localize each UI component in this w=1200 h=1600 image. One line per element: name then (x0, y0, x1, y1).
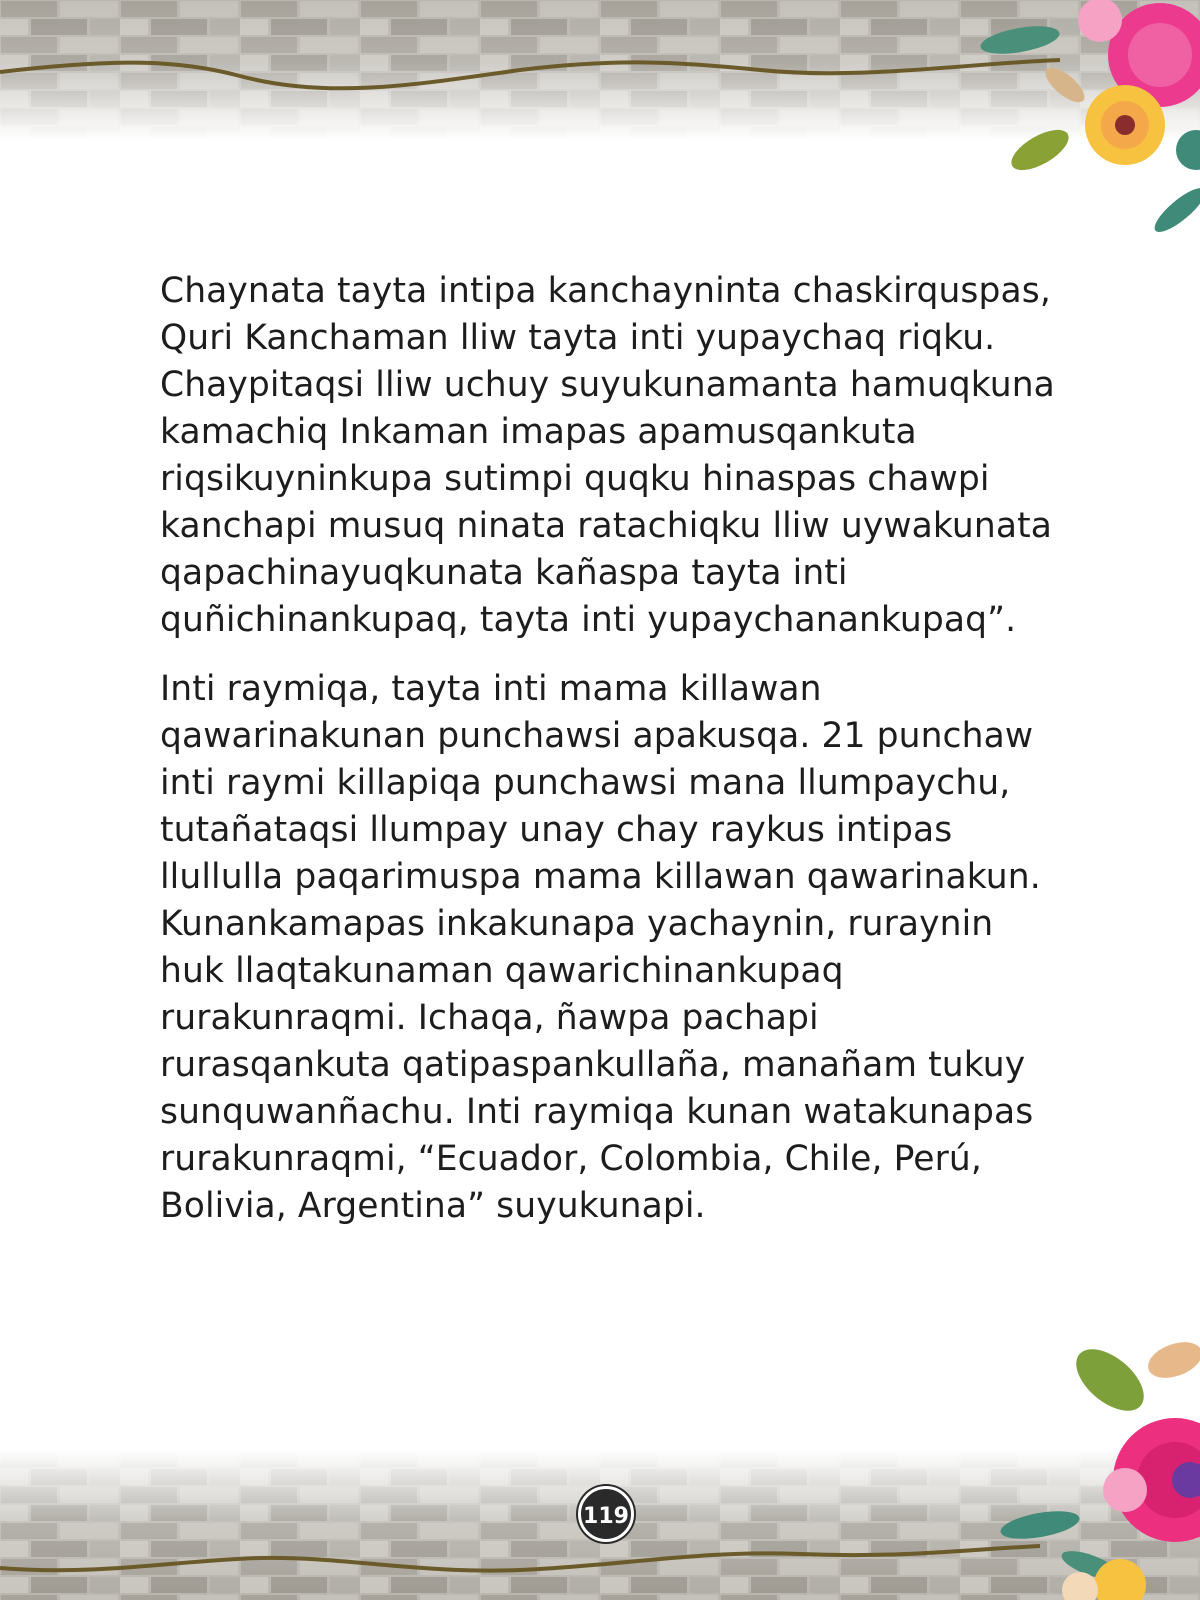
text-line: sunquwanñachu. Inti raymiqa kunan watakunapas (160, 1092, 1034, 1132)
text-line: rurakunraqmi. Ichaqa, ñawpa pachapi (160, 998, 819, 1038)
text-line: rurakunraqmi, “Ecuador, Colombia, Chile, Perú, (160, 1139, 982, 1179)
paragraph-1 (160, 268, 1055, 644)
text-line: llullulla paqarimuspa mama killawan qawarinakun. (160, 857, 1041, 897)
text-line: huk llaqtakunaman qawarichinankupaq (160, 951, 844, 991)
top-right-floral-decoration (960, 0, 1200, 250)
text-line: Inti raymiqa, tayta inti mama killawan (160, 669, 822, 709)
paragraph-2 (160, 666, 1040, 1230)
text-line: kanchapi musuq ninata ratachiqku lliw uywakunata (160, 506, 1052, 546)
text-line: Chaypitaqsi lliw uchuy suyukunamanta hamuqkuna (160, 365, 1055, 405)
text-line: Bolivia, Argentina” suyukunapi. (160, 1186, 706, 1226)
text-line: Kunankamapas inkakunapa yachaynin, ruraynin (160, 904, 994, 944)
text-line: tutañataqsi llumpay unay chay raykus intipas (160, 810, 953, 850)
page-number-badge: 119 (578, 1486, 634, 1542)
text-line: quñichinankupaq, tayta inti yupaychanankupaq”. (160, 600, 1017, 640)
text-line: qapachinayuqkunata kañaspa tayta inti (160, 553, 848, 593)
text-line: riqsikuyninkupa sutimpi quqku hinaspas chawpi (160, 459, 990, 499)
text-line: inti raymi killapiqa punchawsi mana llumpaychu, (160, 763, 1011, 803)
body-text (160, 268, 1055, 1252)
bottom-right-floral-decoration (960, 1340, 1200, 1600)
text-line: Chaynata tayta intipa kanchayninta chaskirquspas, (160, 271, 1051, 311)
text-line: rurasqankuta qatipaspankullaña, manañam tukuy (160, 1045, 1026, 1085)
text-line: Quri Kanchaman lliw tayta inti yupaychaq riqku. (160, 318, 996, 358)
text-line: qawarinakunan punchawsi apakusqa. 21 punchaw (160, 716, 1034, 756)
text-line: kamachiq Inkaman imapas apamusqankuta (160, 412, 917, 452)
